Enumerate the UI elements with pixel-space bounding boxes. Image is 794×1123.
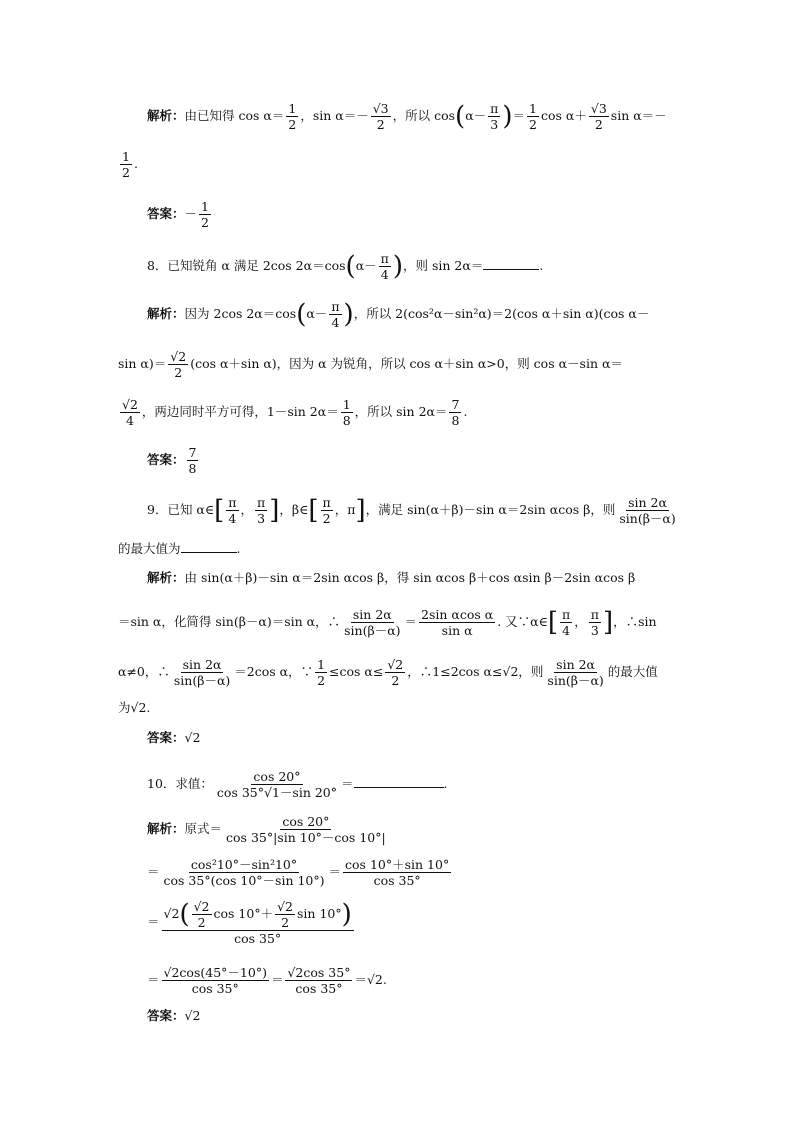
- q8-stem: [147, 252, 543, 281]
- den: 2: [391, 673, 400, 689]
- right-paren: ): [341, 899, 352, 930]
- num: π: [490, 101, 499, 116]
- num: √3: [372, 101, 389, 116]
- fraction: [285, 966, 352, 995]
- fraction: [343, 858, 451, 887]
- num: π: [228, 495, 237, 510]
- num: π: [257, 495, 266, 510]
- text: 原式＝: [184, 821, 223, 837]
- right-bracket: ]: [602, 607, 614, 638]
- text: √2: [184, 730, 201, 745]
- fraction: [192, 900, 212, 929]
- right-bracket: ]: [269, 495, 280, 526]
- fraction: [187, 446, 199, 475]
- den: 2: [317, 673, 326, 689]
- fraction: [120, 150, 132, 179]
- answer-label: 答案：: [147, 730, 185, 745]
- num: sin 2α: [628, 495, 667, 510]
- answer-blank: [354, 775, 444, 788]
- den: sin α: [441, 623, 473, 639]
- q10-analysis-line-1: [147, 815, 390, 844]
- text: sin α)＝: [118, 356, 167, 372]
- q10-analysis-line-4: [147, 966, 387, 995]
- text: －: [184, 206, 198, 222]
- left-bracket: [: [308, 495, 319, 526]
- text: ，所以 cos: [392, 108, 456, 124]
- fraction: [527, 102, 539, 131]
- text: ＝: [512, 108, 526, 124]
- text: 的最大值: [607, 664, 658, 680]
- left-paren: (: [455, 101, 466, 132]
- num: π: [590, 607, 599, 622]
- fraction: [315, 658, 327, 687]
- num: 1: [529, 101, 537, 116]
- text: ，: [240, 502, 254, 518]
- num: 7: [188, 445, 197, 460]
- text: 因为 2cos 2α＝cos: [184, 306, 297, 322]
- fraction: [162, 858, 327, 887]
- text: .: [463, 404, 468, 420]
- text: 的最大值为: [118, 541, 181, 556]
- fraction: [329, 300, 341, 329]
- fraction: [379, 252, 391, 281]
- num: π: [380, 251, 389, 266]
- den: cos 35°|sin 10°－cos 10°|: [226, 830, 386, 846]
- fraction: [342, 608, 402, 637]
- num: √2: [387, 657, 404, 672]
- num: sin 2α: [182, 657, 222, 672]
- answer-blank: [483, 257, 539, 270]
- text: 已知锐角 α 满足 2cos 2α＝cos: [167, 258, 346, 274]
- num: √2: [122, 397, 138, 412]
- text: .: [443, 776, 448, 792]
- den: 8: [451, 413, 460, 429]
- answer-label: 答案：: [147, 452, 185, 468]
- text: ，所以 sin 2α＝: [354, 404, 448, 420]
- fraction: [226, 496, 238, 525]
- num: √2: [170, 349, 187, 364]
- q7-answer: [147, 200, 213, 229]
- fraction: [589, 102, 609, 131]
- den: 2: [201, 215, 209, 231]
- den: sin(β－α): [344, 623, 401, 639]
- num: π: [331, 299, 340, 314]
- text: 求值：: [175, 776, 213, 792]
- text: √2: [163, 906, 180, 922]
- q7-analysis-label: 解析：: [147, 108, 185, 124]
- answer-label: 答案：: [147, 206, 185, 222]
- text: ＝: [147, 864, 160, 880]
- den: 2: [594, 117, 603, 133]
- den: cos 35°: [234, 931, 282, 947]
- fraction: [385, 658, 405, 687]
- num: √2cos(45°－10°): [163, 965, 267, 980]
- num: 2sin αcos α: [421, 607, 494, 622]
- q8-analysis-line-3: [118, 398, 467, 427]
- right-paren: ): [343, 299, 354, 330]
- answer-blank: [181, 540, 237, 553]
- fraction: [172, 658, 232, 687]
- den: 4: [331, 315, 340, 331]
- den: 3: [490, 117, 499, 133]
- text: cos α＋: [541, 108, 587, 124]
- num: cos²10°－sin²10°: [190, 857, 298, 872]
- fraction: [449, 398, 461, 427]
- text: cos 10°＋: [213, 906, 274, 922]
- den: 2: [288, 117, 297, 133]
- q9-stem-line-1: [147, 496, 680, 525]
- text: ，满足 sin(α＋β)－sin α＝2sin αcos β，则: [365, 502, 616, 518]
- den: 2: [281, 915, 290, 931]
- text: ，∴1≤2cos α≤√2，则: [407, 664, 544, 680]
- fraction: [545, 658, 605, 687]
- q9-analysis-line-2: [118, 608, 657, 637]
- text: α－: [306, 306, 328, 322]
- text: 由 sin(α＋β)－sin α＝2sin αcos β，得 sin αcos β＋cos αsin β－2sin αcos β: [184, 570, 636, 585]
- text: ，β∈: [279, 502, 309, 518]
- den: 4: [228, 511, 237, 527]
- q8-analysis-line-2: [118, 350, 623, 379]
- fraction: [286, 102, 298, 131]
- analysis-label: 解析：: [147, 821, 185, 837]
- text: α≠0，∴: [118, 664, 170, 680]
- den: 2: [529, 117, 537, 133]
- fraction: [560, 608, 572, 637]
- fraction: [341, 398, 353, 427]
- q8-analysis-line-1: [147, 300, 649, 329]
- den: sin(β－α): [619, 511, 676, 527]
- den: cos 35°(cos 10°－sin 10°): [163, 873, 325, 889]
- fraction: [321, 496, 333, 525]
- text: ＝: [404, 614, 418, 630]
- text: sin 10°: [297, 906, 342, 922]
- text: α－: [355, 258, 377, 274]
- q10-answer: [147, 1010, 200, 1023]
- text: ，所以 2(cos²α－sin²α)＝2(cos α＋sin α)(cos α－: [353, 306, 650, 322]
- den: 3: [257, 511, 266, 527]
- den: 2: [376, 117, 385, 133]
- text: √2: [184, 1008, 201, 1023]
- right-bracket: ]: [355, 495, 366, 526]
- den: 2: [322, 511, 331, 527]
- num: 1: [342, 397, 351, 412]
- fraction: [371, 102, 391, 131]
- fraction: [162, 900, 354, 945]
- q9-analysis-line-4: [118, 702, 150, 715]
- fraction: [275, 900, 295, 929]
- text: ＝: [147, 972, 160, 988]
- text: . 又∵α∈: [497, 614, 548, 630]
- fraction: [419, 608, 495, 637]
- left-paren: (: [345, 251, 356, 282]
- fraction: [617, 496, 677, 525]
- num: π: [322, 495, 331, 510]
- text: 已知 α∈: [167, 502, 215, 518]
- q9-analysis-line-3: [118, 658, 658, 687]
- text: ，∴sin: [613, 614, 657, 630]
- left-paren: (: [179, 899, 190, 930]
- num: cos 20°: [253, 769, 301, 784]
- num: 1: [288, 101, 297, 116]
- left-bracket: [: [214, 495, 225, 526]
- den: sin(β－α): [547, 673, 604, 689]
- q9-stem-line-2: [118, 540, 241, 556]
- den: cos 35°√1－sin 20°: [216, 785, 338, 801]
- text: .: [539, 258, 544, 274]
- num: sin 2α: [352, 607, 392, 622]
- text: ＝sin α，化简得 sin(β－α)＝sin α，∴: [118, 614, 341, 630]
- fraction: [162, 966, 269, 995]
- right-paren: ): [392, 251, 404, 282]
- num: cos 20°: [282, 814, 330, 829]
- text: sin α＝－: [610, 108, 667, 124]
- analysis-label: 解析：: [147, 570, 185, 585]
- text: ＝: [328, 864, 342, 880]
- text: (cos α＋sin α)，因为 α 为锐角，所以 cos α＋sin α>0，则 cos α－sin α＝: [190, 356, 623, 372]
- text: ，: [334, 502, 348, 518]
- left-bracket: [: [547, 607, 559, 638]
- den: 2: [197, 915, 206, 931]
- answer-label: 答案：: [147, 1008, 185, 1023]
- text: π: [347, 502, 356, 518]
- question-number: 8．: [147, 258, 168, 274]
- text: ，则 sin 2α＝: [403, 258, 484, 274]
- fraction: [255, 496, 267, 525]
- den: cos 35°: [295, 981, 343, 997]
- q9-answer: [147, 732, 200, 745]
- den: 3: [590, 623, 599, 639]
- text: ＝2cos α，∵: [234, 664, 314, 680]
- text: ＝: [341, 776, 354, 792]
- q7-analysis-line-2: [118, 150, 138, 179]
- num: π: [562, 607, 571, 622]
- text: .: [133, 156, 138, 172]
- num: √2: [277, 899, 294, 914]
- question-number: 10．: [147, 776, 176, 792]
- num: 1: [201, 199, 209, 214]
- q7-analysis-line-1: [147, 102, 667, 131]
- text: ，两边同时平方可得，1－sin 2α＝: [141, 404, 339, 420]
- text: ＝: [147, 914, 160, 930]
- fraction: [120, 398, 140, 427]
- left-paren: (: [296, 299, 307, 330]
- analysis-label: 解析：: [147, 306, 185, 322]
- q10-analysis-line-3: [147, 900, 356, 945]
- text: ≤cos α≤: [329, 664, 384, 680]
- fraction: [224, 815, 388, 844]
- num: √2cos 35°: [287, 965, 351, 980]
- text: ＝√2.: [354, 972, 387, 988]
- den: 4: [380, 267, 389, 283]
- text: ＝: [270, 972, 284, 988]
- q9-analysis-line-1: [147, 572, 635, 585]
- fraction: [589, 608, 601, 637]
- q10-stem: [147, 770, 448, 799]
- num: cos 10°＋sin 10°: [345, 857, 450, 872]
- fraction: [168, 350, 188, 379]
- num: √3: [590, 101, 607, 116]
- den: 2: [122, 165, 130, 181]
- den: 2: [174, 365, 183, 381]
- num: √2: [193, 899, 210, 914]
- den: 4: [562, 623, 571, 639]
- fraction: [215, 770, 339, 799]
- text: .: [236, 541, 241, 556]
- text: ，: [574, 614, 587, 630]
- den: cos 35°: [191, 981, 239, 997]
- num: [162, 900, 354, 931]
- q8-answer: [147, 446, 200, 475]
- fraction: [488, 102, 500, 131]
- text: ，sin α＝－: [300, 108, 369, 124]
- text: 为√2.: [118, 700, 151, 715]
- question-number: 9．: [147, 502, 168, 518]
- fraction: [199, 200, 211, 229]
- num: sin 2α: [556, 657, 596, 672]
- q10-analysis-line-2: [147, 858, 453, 887]
- den: 4: [125, 413, 134, 429]
- den: 8: [188, 461, 197, 477]
- num: 1: [317, 657, 326, 672]
- den: sin(β－α): [173, 673, 231, 689]
- den: 8: [342, 413, 351, 429]
- den: cos 35°: [373, 873, 421, 889]
- num: 1: [122, 149, 130, 164]
- num: 7: [451, 397, 460, 412]
- text: 由已知得 cos α＝: [184, 108, 285, 124]
- text: α－: [465, 108, 487, 124]
- right-paren: ): [502, 101, 513, 132]
